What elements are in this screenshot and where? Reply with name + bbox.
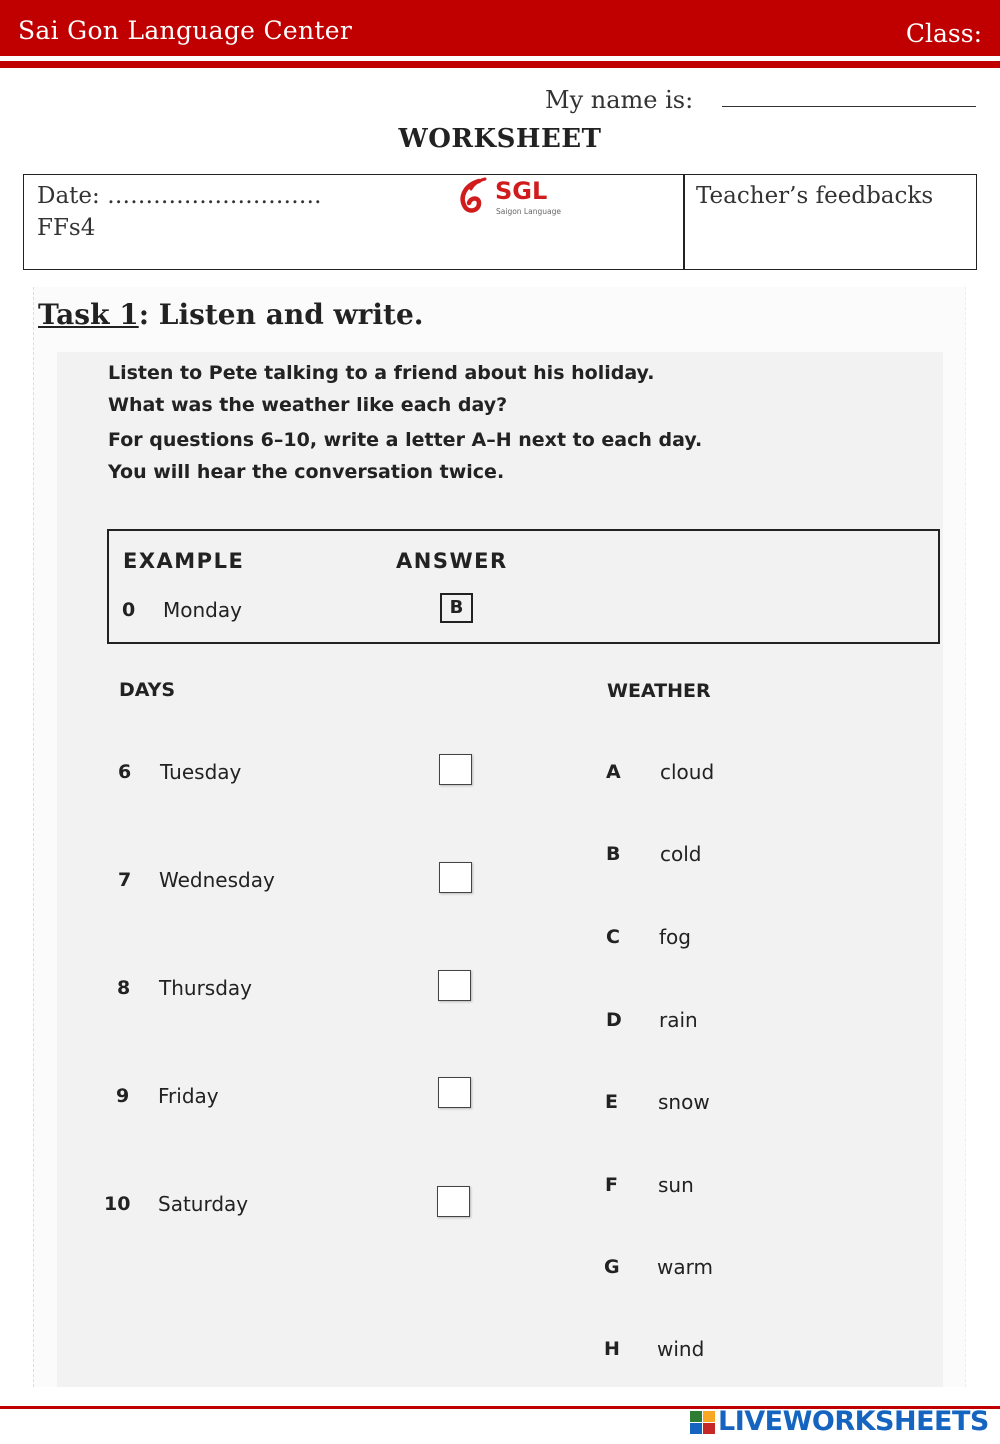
weather-letter: C bbox=[606, 926, 620, 948]
answer-box-6[interactable] bbox=[439, 754, 472, 785]
day-label: Thursday bbox=[159, 976, 252, 1000]
weather-letter: G bbox=[604, 1256, 620, 1278]
day-label: Wednesday bbox=[159, 868, 275, 892]
day-label: Saturday bbox=[158, 1192, 249, 1216]
answer-box-7[interactable] bbox=[439, 862, 472, 893]
liveworksheets-brand: LIVEWORKSHEETS bbox=[718, 1406, 989, 1437]
liveworksheets-icon bbox=[690, 1411, 716, 1435]
example-box bbox=[107, 529, 940, 644]
weather-letter: H bbox=[604, 1338, 620, 1360]
weather-letter: A bbox=[606, 761, 621, 783]
weather-option: rain bbox=[659, 1008, 698, 1032]
instruction-line: What was the weather like each day? bbox=[108, 394, 508, 416]
task-title bbox=[38, 298, 424, 331]
sgl-swoosh-icon bbox=[455, 177, 495, 221]
liveworksheets-logo[interactable] bbox=[690, 1405, 990, 1439]
question-number: 6 bbox=[118, 761, 132, 783]
header-bar bbox=[0, 0, 1000, 56]
info-table bbox=[23, 174, 977, 270]
instruction-line: You will hear the conversation twice. bbox=[108, 461, 505, 483]
question-number: 10 bbox=[104, 1193, 131, 1215]
weather-option: wind bbox=[657, 1337, 705, 1361]
question-number: 7 bbox=[118, 869, 132, 891]
weather-option: sun bbox=[658, 1173, 694, 1197]
logo-brand: SGL bbox=[495, 177, 548, 205]
example-answer: B bbox=[440, 593, 473, 623]
worksheet-title: WORKSHEET bbox=[398, 124, 602, 154]
teacher-feedback-label: Teacher’s feedbacks bbox=[696, 183, 934, 209]
answer-box-10[interactable] bbox=[437, 1186, 470, 1217]
question-number: 8 bbox=[117, 977, 131, 999]
weather-option: fog bbox=[659, 925, 691, 949]
logo-subtitle: Saigon Language bbox=[496, 207, 561, 216]
days-header: DAYS bbox=[119, 679, 176, 701]
class-label: Class: bbox=[905, 19, 982, 48]
example-header: EXAMPLE bbox=[123, 549, 245, 573]
weather-letter: D bbox=[606, 1009, 622, 1031]
question-number: 9 bbox=[116, 1085, 130, 1107]
weather-option: snow bbox=[658, 1090, 710, 1114]
day-label: Tuesday bbox=[160, 760, 242, 784]
table-divider bbox=[683, 175, 685, 269]
weather-letter: B bbox=[606, 843, 621, 865]
header-underline bbox=[0, 61, 1000, 68]
example-day: Monday bbox=[163, 598, 242, 622]
center-name: Sai Gon Language Center bbox=[18, 16, 353, 45]
answer-box-9[interactable] bbox=[438, 1077, 471, 1108]
name-input-line[interactable] bbox=[722, 106, 976, 107]
task-number: Task 1 bbox=[38, 298, 139, 331]
date-field: Date: ………………………. bbox=[37, 183, 322, 209]
day-label: Friday bbox=[158, 1084, 219, 1108]
instruction-line: Listen to Pete talking to a friend about his holiday. bbox=[108, 362, 655, 384]
weather-header: WEATHER bbox=[607, 680, 711, 702]
worksheet-code: FFs4 bbox=[37, 215, 96, 241]
task-title-text: : Listen and write. bbox=[138, 298, 424, 331]
weather-letter: F bbox=[605, 1174, 618, 1196]
sgl-logo bbox=[455, 177, 565, 221]
example-number: 0 bbox=[122, 599, 136, 621]
weather-option: cloud bbox=[660, 760, 715, 784]
instruction-line: For questions 6–10, write a letter A–H next to each day. bbox=[108, 429, 703, 451]
answer-header: ANSWER bbox=[396, 549, 508, 573]
answer-box-8[interactable] bbox=[438, 970, 471, 1001]
weather-option: cold bbox=[660, 842, 702, 866]
weather-letter: E bbox=[605, 1091, 618, 1113]
weather-option: warm bbox=[657, 1255, 713, 1279]
name-label: My name is: bbox=[545, 86, 694, 114]
